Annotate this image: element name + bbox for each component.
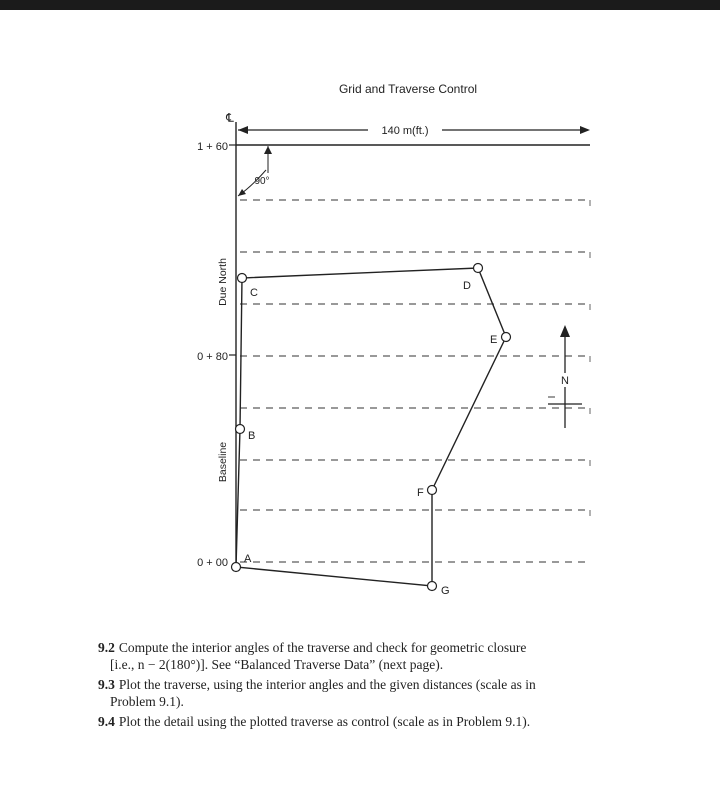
traverse-figure — [0, 10, 720, 630]
point-d-marker — [474, 264, 483, 273]
problem-number: 9.3 — [98, 677, 115, 692]
figure-title: Grid and Traverse Control — [338, 82, 478, 96]
point-f-label: F — [417, 487, 424, 499]
width-arrow-left — [238, 126, 248, 134]
point-g-label: G — [441, 585, 450, 597]
page — [0, 10, 720, 786]
point-b-label: B — [248, 430, 256, 442]
point-c-marker — [238, 274, 247, 283]
point-g-marker — [428, 582, 437, 591]
station-label-0-00: 0 + 00 — [197, 557, 228, 569]
point-b-marker — [236, 425, 245, 434]
point-e-marker — [502, 333, 511, 342]
problem-text-cont: [i.e., n − 2(180°)]. See “Balanced Traverse Data” (next page). — [110, 657, 444, 672]
problem-text: Plot the traverse, using the interior angles and the given distances (scale as in — [118, 677, 536, 692]
problem-text-cont: Problem 9.1). — [110, 694, 184, 709]
dashed-grid — [240, 200, 590, 562]
station-label-1-60: 1 + 60 — [197, 141, 228, 153]
baseline-symbol: ℄ — [226, 111, 234, 125]
point-a-label: A — [244, 553, 252, 565]
problem-text: Compute the interior angles of the traverse and check for geometric closure — [118, 640, 527, 655]
baseline-label: Baseline — [217, 441, 229, 483]
point-c-label: C — [250, 287, 258, 299]
point-e-label: E — [490, 334, 498, 346]
problem-number: 9.2 — [98, 640, 115, 655]
problem-item — [98, 676, 698, 710]
traverse-polygon — [236, 268, 506, 586]
point-a-marker — [232, 563, 241, 572]
north-label: N — [561, 375, 569, 387]
point-f-marker — [428, 486, 437, 495]
width-label: 140 m(ft.) — [381, 125, 429, 137]
station-label-0-80: 0 + 80 — [197, 351, 228, 363]
due-north-label: Due North — [217, 258, 229, 306]
problem-number: 9.4 — [98, 714, 115, 729]
point-d-label: D — [463, 280, 471, 292]
angle-label: 90° — [254, 176, 270, 187]
problem-text: Plot the detail using the plotted traverse as control (scale as in Problem 9.1). — [118, 714, 531, 729]
width-arrow-right — [580, 126, 590, 134]
problem-list — [98, 639, 698, 733]
problem-item — [98, 713, 698, 730]
problem-item — [98, 639, 698, 673]
